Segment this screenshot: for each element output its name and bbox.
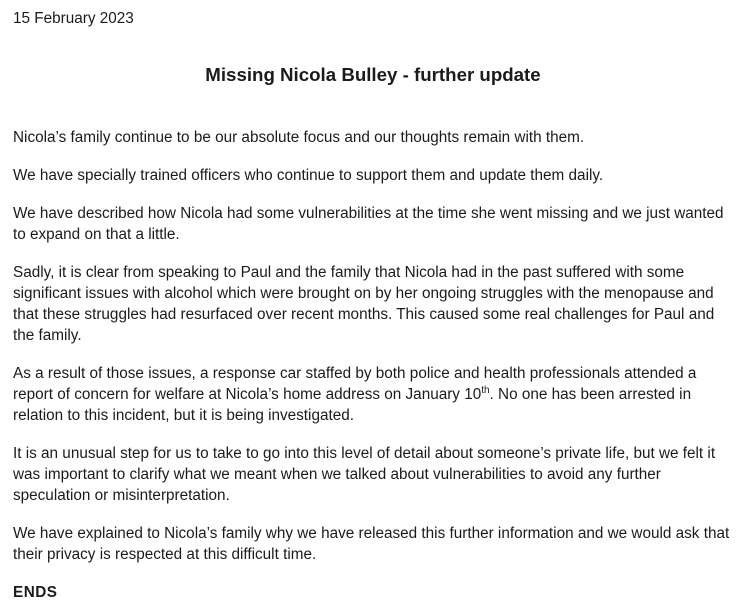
paragraph-alcohol-menopause: Sadly, it is clear from speaking to Paul and the family that Nicola had in the past suffered with some significant issues with alcohol which were brought on by her ongoing struggles with the menopause and that these struggles had resurfaced over recent months. This caused some real challenges for Paul and the family. <box>13 264 715 344</box>
paragraph-response-car-text: As a result of those issues, a response car staffed by both police and health professionals attended a report of concern for welfare at Nicola’s home address on January 10 <box>13 365 697 403</box>
ordinal-suffix: th <box>481 384 490 396</box>
paragraph-privacy-request: We have explained to Nicola’s family why we have released this further information and we would ask that their privacy is respected at this difficult time. <box>13 525 730 563</box>
paragraph-vulnerabilities-intro: We have described how Nicola had some vulnerabilities at the time she went missing and we just wanted to expand on that a little. <box>13 205 724 243</box>
document-date: 15 February 2023 <box>13 10 134 27</box>
ends-marker: ENDS <box>13 584 58 601</box>
paragraph-family-focus: Nicola’s family continue to be our absolute focus and our thoughts remain with them. <box>13 129 585 146</box>
paragraph-unusual-step: It is an unusual step for us to take to go into this level of detail about someone’s private life, but we felt it was important to clarify what we meant when we talked about vulnerabilities to avoid any further speculation or misinterpretation. <box>13 445 716 504</box>
document-title: Missing Nicola Bulley - further update <box>205 64 541 85</box>
paragraph-response-car-text-after: . No one has been arrested in relation to this incident, but it is being investigated. <box>13 386 692 424</box>
paragraph-trained-officers: We have specially trained officers who continue to support them and update them daily. <box>13 167 604 184</box>
paragraph-response-car <box>13 363 733 426</box>
